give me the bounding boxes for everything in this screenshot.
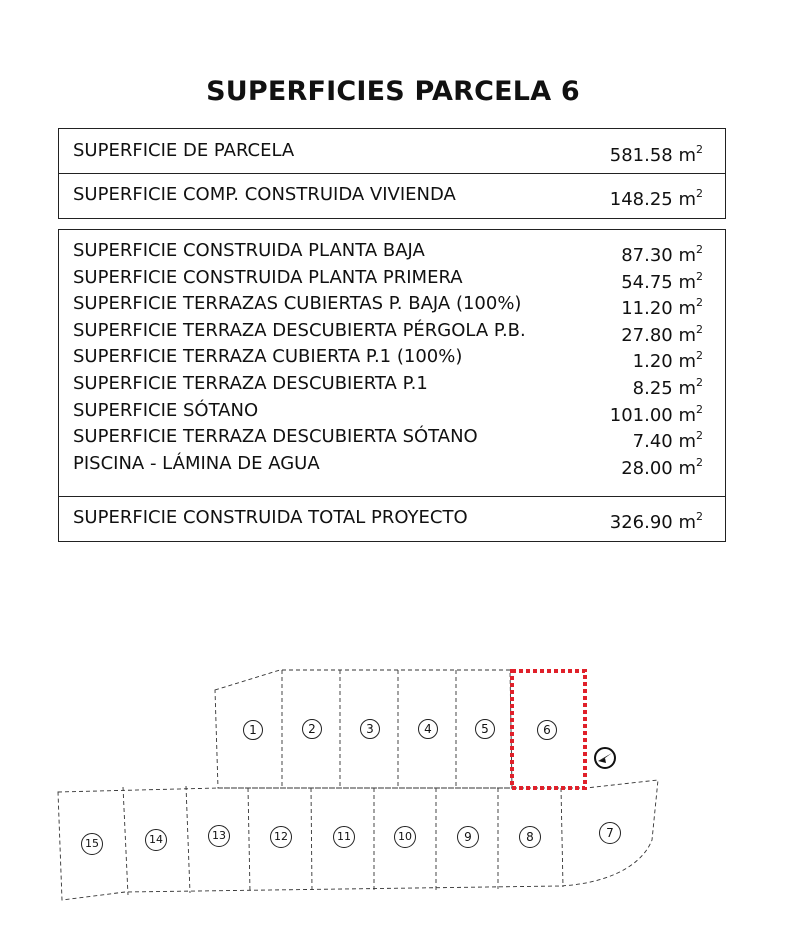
lot-label-5: 5 (475, 719, 495, 739)
lot-label-11: 11 (333, 826, 355, 848)
divider (59, 173, 725, 174)
summary-row-vivienda (59, 182, 725, 208)
row-label: SUPERFICIE TERRAZA CUBIERTA P.1 (100%) (73, 346, 463, 368)
lot-label-13: 13 (208, 825, 230, 847)
row-value: 87.30 $m^2$ (621, 243, 703, 266)
row-label: SUPERFICIE TERRAZA DESCUBIERTA P.1 (73, 372, 428, 394)
lot-label-4: 4 (418, 719, 438, 739)
details-row (59, 371, 725, 398)
details-row (59, 291, 725, 318)
row-label: SUPERFICIE TERRAZAS CUBIERTAS P. BAJA (100%) (73, 293, 522, 315)
row-label: SUPERFICIE CONSTRUIDA PLANTA PRIMERA (73, 266, 463, 288)
row-value: 11.20 $m^2$ (621, 296, 703, 320)
details-row (59, 265, 725, 292)
lot-label-2: 2 (302, 719, 322, 739)
total-row (59, 505, 725, 531)
details-row (59, 344, 725, 371)
row-label: PISCINA - LÁMINA DE AGUA (73, 452, 320, 474)
lot-label-9: 9 (457, 826, 479, 848)
row-label: SUPERFICIE CONSTRUIDA TOTAL PROYECTO (73, 507, 468, 528)
row-label: SUPERFICIE TERRAZA DESCUBIERTA PÉRGOLA P.B. (73, 319, 526, 341)
row-label: SUPERFICIE COMP. CONSTRUIDA VIVIENDA (73, 184, 456, 205)
row-label: SUPERFICIE SÓTANO (73, 399, 259, 421)
row-value: 8.25 $m^2$ (632, 375, 703, 399)
details-row (59, 238, 725, 265)
details-row (59, 424, 725, 451)
summary-row-parcela (59, 138, 725, 164)
row-value: 148.25 $m^2$ (609, 187, 703, 210)
lot-label-3: 3 (360, 719, 380, 739)
lot-label-12: 12 (270, 826, 292, 848)
row-label: SUPERFICIE DE PARCELA (73, 140, 295, 161)
row-value: 28.00 $m^2$ (621, 455, 703, 479)
lot-label-7: 7 (599, 822, 621, 844)
north-arrow-icon (593, 746, 617, 770)
lot-labels (0, 640, 800, 925)
details-row (59, 451, 725, 478)
row-value: 101.00 $m^2$ (609, 402, 703, 426)
row-label: SUPERFICIE CONSTRUIDA PLANTA BAJA (73, 240, 425, 261)
row-value: 326.90 $m^2$ (609, 510, 703, 533)
lot-label-14: 14 (145, 829, 167, 851)
row-value: 7.40 $m^2$ (632, 429, 703, 453)
row-label: SUPERFICIE TERRAZA DESCUBIERTA SÓTANO (73, 426, 478, 448)
divider (59, 496, 725, 497)
details-row (59, 318, 725, 345)
lot-label-8: 8 (519, 826, 541, 848)
lot-label-10: 10 (394, 826, 416, 848)
page-title: SUPERFICIES PARCELA 6 (206, 76, 580, 107)
row-value: 1.20 $m^2$ (632, 349, 703, 373)
lot-label-15: 15 (81, 833, 103, 855)
details-table (58, 229, 726, 542)
details-list (59, 238, 725, 477)
row-value: 54.75 $m^2$ (621, 269, 703, 293)
row-value: 27.80 $m^2$ (621, 322, 703, 346)
summary-table (58, 128, 726, 219)
lot-label-1: 1 (243, 720, 263, 740)
row-value: 581.58 $m^2$ (609, 143, 703, 166)
details-row (59, 398, 725, 425)
lot-label-6: 6 (537, 720, 557, 740)
